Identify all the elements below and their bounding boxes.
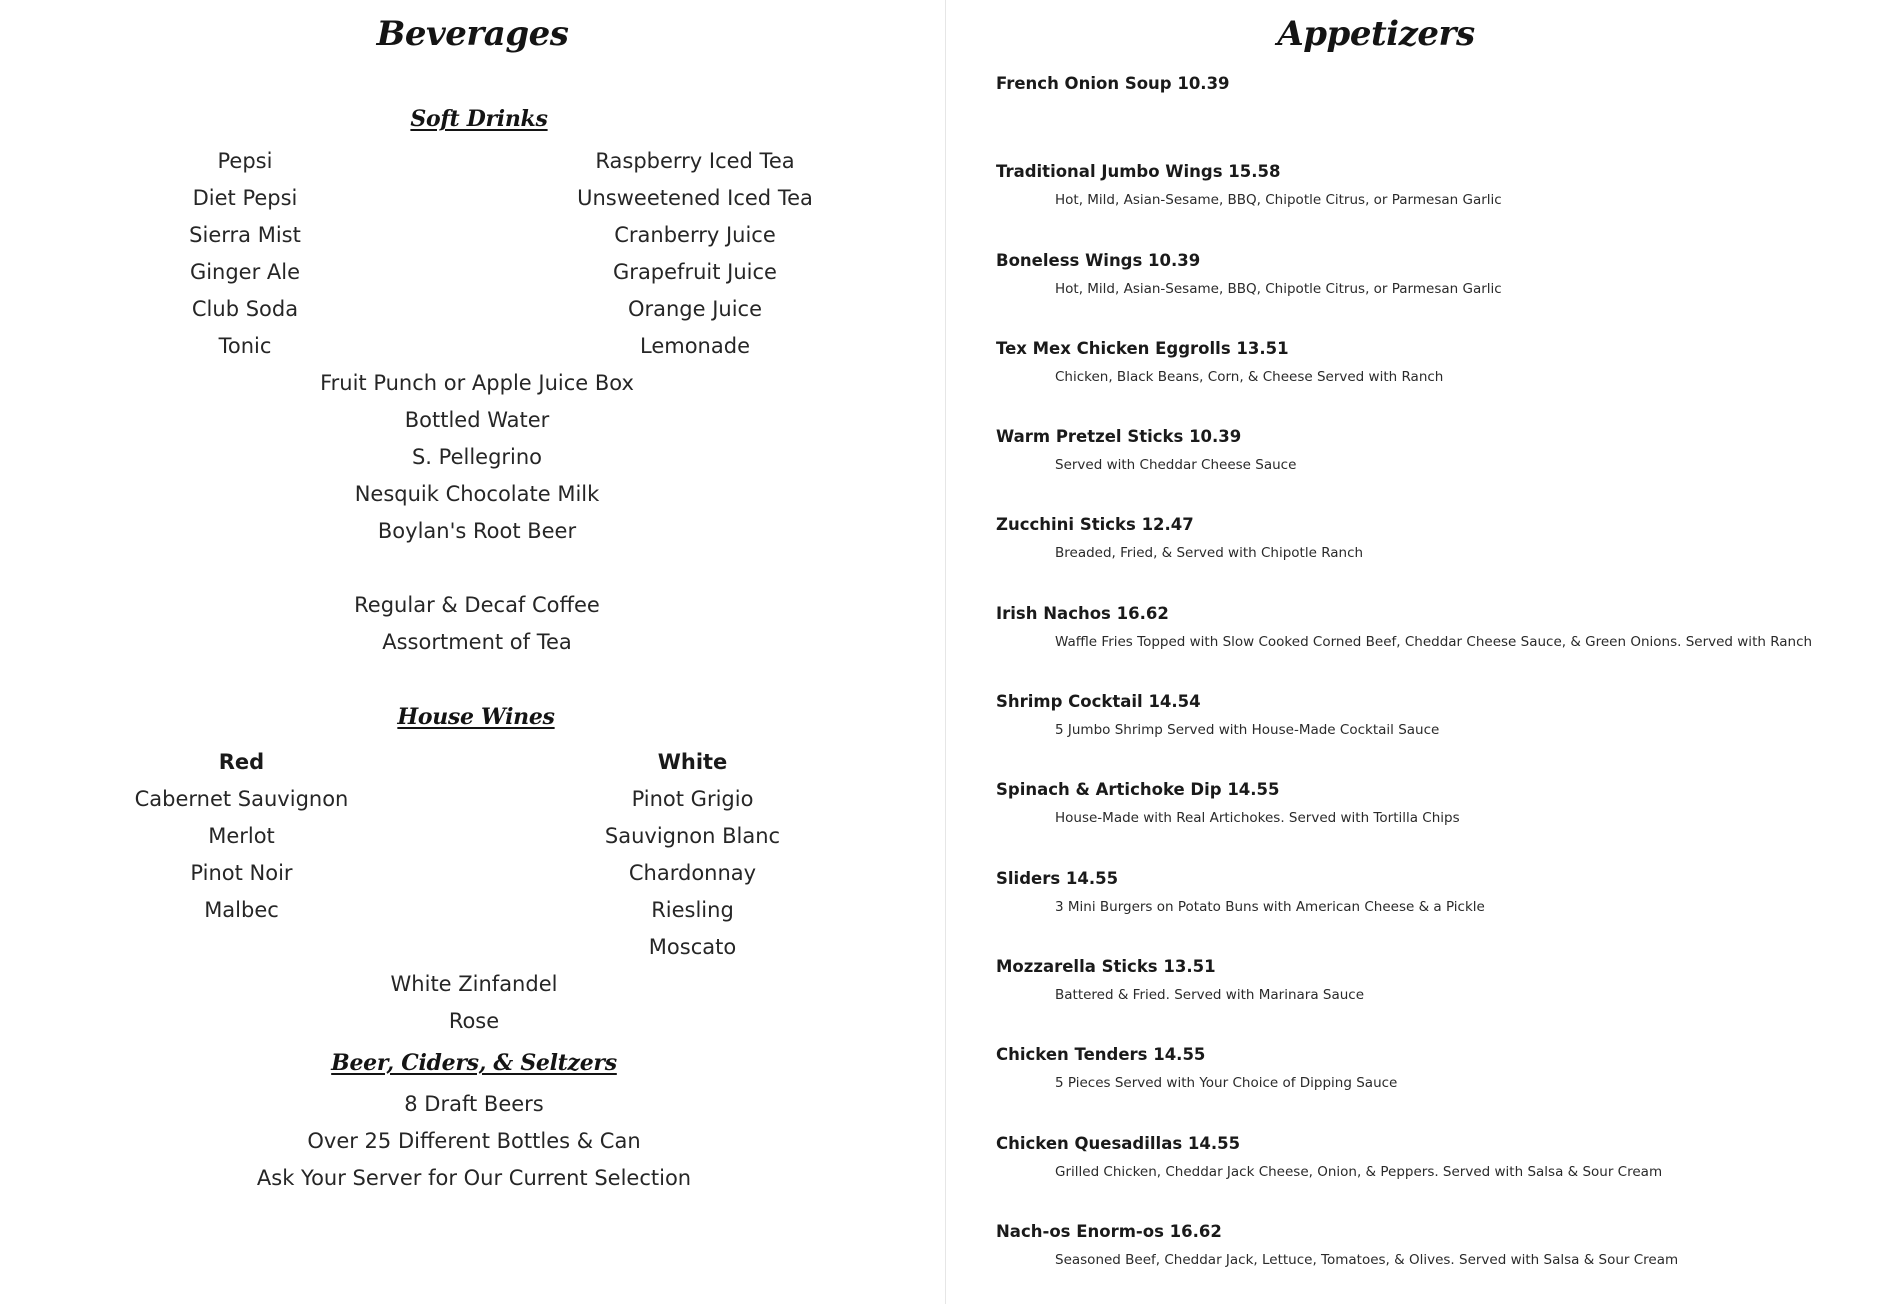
soft-drinks-left-column [145,143,345,365]
appetizer-description: Breaded, Fried, & Served with Chipotle Ranch [1055,545,1364,562]
soft-drink-item: Fruit Punch or Apple Juice Box [320,371,634,395]
wine-item: Merlot [208,824,275,848]
appetizer-description: Chicken, Black Beans, Corn, & Cheese Served with Ranch [1055,368,1444,385]
soft-drink-item: Unsweetened Iced Tea [577,186,813,210]
beverages-title: Beverages [376,14,569,54]
wine-item: Sauvignon Blanc [604,824,781,848]
wine-item: Pinot Noir [190,861,293,885]
appetizer-name: Chicken Quesadillas 14.55 [996,1133,1241,1153]
beer-item: Ask Your Server for Our Current Selection [256,1166,692,1190]
appetizer-name: Sliders 14.55 [996,868,1119,888]
soft-drinks-right-column [550,143,840,365]
soft-drink-item: Sierra Mist [189,223,301,247]
appetizer-item [996,335,1876,423]
white-wines-column [560,744,825,966]
wine-item: Pinot Grigio [631,787,754,811]
soft-drink-item: Bottled Water [404,408,550,432]
soft-drink-item: Club Soda [191,297,299,321]
appetizer-item [996,688,1876,776]
wine-item: Moscato [648,935,737,959]
appetizer-description: Hot, Mild, Asian-Sesame, BBQ, Chipotle Citrus, or Parmesan Garlic [1055,192,1502,209]
soft-drink-item: Orange Juice [627,297,763,321]
white-wines-label: White [657,750,728,774]
wine-item: Chardonnay [628,861,757,885]
hot-drink-item: Assortment of Tea [382,630,572,654]
appetizer-item [996,600,1876,688]
wines-center-column [274,966,674,1040]
appetizer-name: Chicken Tenders 14.55 [996,1045,1206,1065]
wine-item: Rose [448,1009,500,1033]
soft-drink-item: Ginger Ale [189,260,301,284]
soft-drink-item: S. Pellegrino [411,445,543,469]
appetizer-name: Traditional Jumbo Wings 15.58 [996,162,1281,182]
soft-drinks-heading: Soft Drinks [410,106,548,132]
appetizer-item [996,158,1876,246]
hot-drink-item: Regular & Decaf Coffee [354,593,600,617]
appetizer-item [996,511,1876,599]
soft-drink-item: Grapefruit Juice [613,260,777,284]
soft-drink-item: Cranberry Juice [614,223,776,247]
soft-drink-item: Pepsi [217,149,273,173]
soft-drink-item: Diet Pepsi [192,186,298,210]
appetizer-description: Battered & Fried. Served with Marinara Sauce [1055,986,1365,1003]
appetizer-name: Irish Nachos 16.62 [996,603,1169,623]
appetizer-name: Nach-os Enorm-os 16.62 [996,1221,1222,1241]
appetizer-item [996,1041,1876,1129]
soft-drink-item: Nesquik Chocolate Milk [354,482,600,506]
house-wines-heading: House Wines [397,704,555,730]
appetizer-description: 5 Pieces Served with Your Choice of Dipping Sauce [1055,1075,1398,1092]
appetizers-title: Appetizers [1277,14,1475,54]
appetizer-description: Served with Cheddar Cheese Sauce [1055,457,1297,474]
appetizer-name: Tex Mex Chicken Eggrolls 13.51 [996,338,1289,358]
appetizer-item [996,776,1876,864]
appetizer-description: House-Made with Real Artichokes. Served with Tortilla Chips [1055,810,1460,827]
wine-item: Cabernet Sauvignon [134,787,349,811]
wine-item: White Zinfandel [390,972,558,996]
appetizer-description: Seasoned Beef, Cheddar Jack, Lettuce, Tomatoes, & Olives. Served with Salsa & Sour Cream [1055,1251,1679,1268]
appetizer-item [996,247,1876,335]
appetizer-description: Hot, Mild, Asian-Sesame, BBQ, Chipotle Citrus, or Parmesan Garlic [1055,280,1502,297]
appetizer-name: Boneless Wings 10.39 [996,250,1201,270]
appetizer-item [996,1218,1876,1306]
wine-item: Malbec [204,898,279,922]
appetizer-item [996,953,1876,1041]
beer-heading: Beer, Ciders, & Seltzers [331,1050,617,1076]
appetizer-name: Shrimp Cocktail 14.54 [996,692,1201,712]
appetizer-name: Zucchini Sticks 12.47 [996,515,1194,535]
appetizer-description: Waffle Fries Topped with Slow Cooked Corned Beef, Cheddar Cheese Sauce, & Green Onions. Served with Ranch [1055,633,1813,650]
soft-drink-item: Lemonade [640,334,750,358]
appetizer-name: Mozzarella Sticks 13.51 [996,956,1216,976]
appetizer-description: 5 Jumbo Shrimp Served with House-Made Cocktail Sauce [1055,722,1440,739]
wine-item: Riesling [651,898,734,922]
red-wines-column [110,744,373,929]
soft-drinks-center-column [277,365,677,661]
red-wines-label: Red [218,750,265,774]
appetizer-list [996,70,1876,1306]
appetizer-item [996,70,1876,158]
appetizer-item [996,1130,1876,1218]
appetizer-name: French Onion Soup 10.39 [996,74,1230,93]
appetizer-description: Grilled Chicken, Cheddar Jack Cheese, Onion, & Peppers. Served with Salsa & Sour Cream [1055,1163,1663,1180]
appetizers-page [946,0,1887,1304]
beer-column [224,1086,724,1197]
beer-item: Over 25 Different Bottles & Can [307,1129,641,1153]
soft-drink-item: Raspberry Iced Tea [595,149,795,173]
appetizer-name: Warm Pretzel Sticks 10.39 [996,427,1242,447]
soft-drink-item: Boylan's Root Beer [377,519,577,543]
appetizer-item [996,423,1876,511]
appetizer-description [996,98,1876,126]
appetizer-name: Spinach & Artichoke Dip 14.55 [996,780,1280,800]
appetizer-item [996,865,1876,953]
soft-drink-item: Tonic [218,334,272,358]
appetizer-description: 3 Mini Burgers on Potato Buns with American Cheese & a Pickle [1055,898,1485,915]
beer-item: 8 Draft Beers [404,1092,544,1116]
